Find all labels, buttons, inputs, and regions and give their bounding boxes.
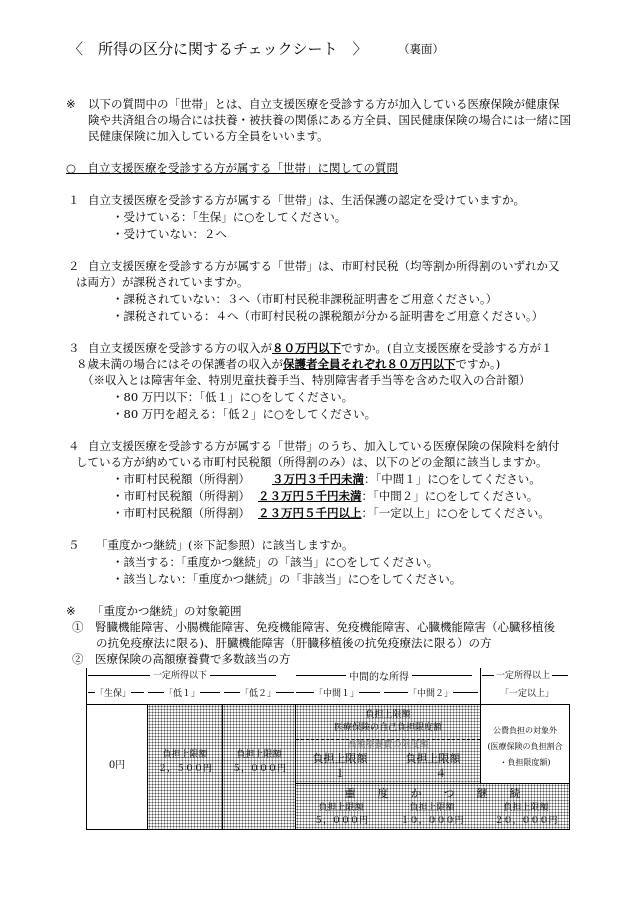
scope-item-1-line-2: の抗免疫療法に限る)、肝臓機能障害（肝臓移植後の抗免疫療法に限る）の方 bbox=[96, 636, 492, 650]
low1-value: ２，５００円 bbox=[157, 764, 212, 774]
q1-number: １ bbox=[68, 193, 80, 207]
high-income-label: 一定所得以上 bbox=[494, 668, 552, 681]
q3-option-1: ・80 万円以下：「低１」に○をしてください。 bbox=[112, 390, 354, 404]
column-seiho: 「生保」 bbox=[95, 686, 131, 699]
scope-item-2: ② 医療保険の高額療養費で多数該当の方 bbox=[72, 652, 291, 666]
q3-line-2: ８歳未満の場合にはその保護者の収入が保護者全員それぞれ８０万円以下ですか。) bbox=[76, 357, 501, 371]
page-side-label: （裏面） bbox=[398, 42, 444, 56]
high-cell bbox=[480, 704, 570, 784]
juudo-label-1: 負担上限額 bbox=[318, 803, 364, 813]
juudo-title: 重 度 か つ 継 続 bbox=[344, 787, 521, 800]
page-title: 〈 所得の区分に関するチェックシート 〉 bbox=[68, 40, 368, 58]
q2-line-2: は両方）が課税されていますか。 bbox=[76, 275, 249, 289]
note-line-1: 以下の質問中の「世帯」とは、自立支援医療を受診する方が加入している医療保険が健康保 bbox=[88, 97, 560, 111]
q3-income-limit: ８０万円以下 bbox=[272, 341, 341, 355]
q4-line-1: 自立支援医療を受診する方が属する「世帯」のうち、加入している医療保険の保険料を納付 bbox=[88, 439, 560, 453]
q3-line-3: （※収入とは障害年金、特別児童扶養手当、特別障害者手当等を含めた収入の合計額） bbox=[82, 373, 531, 387]
middle-top-sub: 医療保険の自己負担限度額 bbox=[333, 723, 442, 733]
table-divider-top bbox=[480, 668, 481, 704]
middle-income-label: 中間的な所得 bbox=[346, 668, 412, 683]
q5-option-2: ・該当しない：「重度かつ継続」の「非該当」に○をしてください。 bbox=[112, 572, 462, 586]
low1-label: 負担上限額 bbox=[162, 750, 208, 760]
seiho-cell bbox=[86, 704, 148, 830]
q4-option-2: ・市町村民税額（所得割） ２３万円５千円未満：「中間２」に○をしてください。 bbox=[112, 489, 539, 503]
middle1-num: １ bbox=[334, 767, 346, 780]
low2-cell bbox=[222, 704, 296, 830]
middle2-num: ４ bbox=[435, 767, 447, 780]
juudo-label-2: 負担上限額 bbox=[409, 803, 455, 813]
q5-text: 「重度かつ継続」(※下記参照）に該当しますか。 bbox=[96, 538, 354, 552]
q4-option-3: ・市町村民税額（所得割） ２３万円５千円以上：「一定以上」に○をしてください。 bbox=[112, 506, 550, 520]
q5-number: ５ bbox=[68, 538, 80, 552]
middle1-label: 負担上限額 bbox=[312, 752, 368, 765]
q3-line-1: 自立支援医療を受診する方の収入が８０万円以下ですか。(自立支援医療を受診する方が１ bbox=[88, 341, 553, 355]
q2-option-1: ・課税されていない：３へ（市町村民税非課税証明書をご用意ください。） bbox=[112, 292, 498, 306]
high-line-3: ・負担限度額) bbox=[499, 758, 551, 767]
q5-option-1: ・該当する：「重度かつ継続」の「該当」に○をしてください。 bbox=[112, 555, 439, 569]
q1-text: 自立支援医療を受診する方が属する「世帯」は、生活保護の認定を受けていますか。 bbox=[88, 193, 525, 207]
juudo-value-1: ５，０００円 bbox=[313, 816, 368, 826]
column-middle2: 「中間２」 bbox=[408, 686, 453, 699]
section-heading: ○ 自立支援医療を受診する方が属する「世帯」に関しての質問 bbox=[66, 161, 399, 175]
q4-line-2: している方が納めている市町村民税額（所得割のみ）は、以下のどの金額に該当しますか。 bbox=[76, 455, 548, 469]
q4-number: ４ bbox=[68, 439, 80, 453]
note-mark: ※ bbox=[66, 97, 76, 111]
column-high: 「一定以上」 bbox=[500, 689, 555, 699]
q4-option-1: ・市町村民税額（所得割） ３万円３千円未満：「中間１」に○をしてください。 bbox=[112, 472, 541, 486]
low-income-label: 一定所得以下 bbox=[150, 668, 210, 681]
scope-item-1-line-1: ① 腎臓機能障害、小腸機能障害、免疫機能障害、免疫機能障害、心臓機能障害（心臓移植後 bbox=[72, 620, 555, 634]
q2-number: ２ bbox=[68, 259, 80, 273]
juudo-cell bbox=[295, 783, 570, 830]
seiho-value: 0円 bbox=[108, 760, 126, 771]
high-line-2: (医療保険の負担割合 bbox=[487, 742, 563, 751]
note-line-2: 険や共済組合の場合には扶養・被扶養の関係にある方全員、国民健康保険の場合には一緒に国 bbox=[88, 113, 571, 127]
q2-line-1: 自立支援医療を受診する方が属する「世帯」は、市町村民税（均等割か所得割のいずれか又 bbox=[88, 259, 560, 273]
q2-option-2: ・課税されている：４へ（市町村民税の課税額が分かる証明書をご用意ください。） bbox=[112, 309, 544, 323]
column-low1: 「低１」 bbox=[164, 686, 200, 699]
low1-cell bbox=[147, 704, 223, 830]
q1-option-2: ・受けていない：２へ bbox=[112, 227, 227, 241]
low2-value: ５，０００円 bbox=[231, 764, 286, 774]
scope-title: 「重度かつ継続」の対象範囲 bbox=[92, 604, 242, 618]
middle-top-label: 負担上限額 bbox=[365, 710, 411, 720]
scope-mark: ※ bbox=[66, 604, 76, 618]
low2-label: 負担上限額 bbox=[236, 750, 282, 760]
column-low2: 「低２」 bbox=[240, 686, 276, 699]
q3-number: ３ bbox=[68, 341, 80, 355]
q1-option-1: ・受けている：「生保」に○をしてください。 bbox=[112, 210, 347, 224]
juudo-value-2: １０，０００円 bbox=[400, 816, 464, 826]
note-line-3: 民健康保険に加入している方全員をいいます。 bbox=[88, 129, 329, 143]
middle2-label: 負担上限額 bbox=[405, 752, 461, 765]
q3-option-2: ・80 万円を超える：「低２」に○をしてください。 bbox=[112, 407, 377, 421]
middle-cell bbox=[295, 704, 481, 784]
q3-guardian-limit: 保護者全員それぞれ８０万円以下 bbox=[283, 357, 456, 371]
juudo-label-3: 負担上限額 bbox=[503, 803, 549, 813]
high-line-1: 公費負担の対象外 bbox=[493, 726, 557, 735]
column-middle1: 「中間１」 bbox=[314, 686, 359, 699]
juudo-value-3: ２０，０００円 bbox=[494, 816, 558, 826]
middle-faint-label: 高額療養費の限度額 bbox=[347, 740, 429, 750]
